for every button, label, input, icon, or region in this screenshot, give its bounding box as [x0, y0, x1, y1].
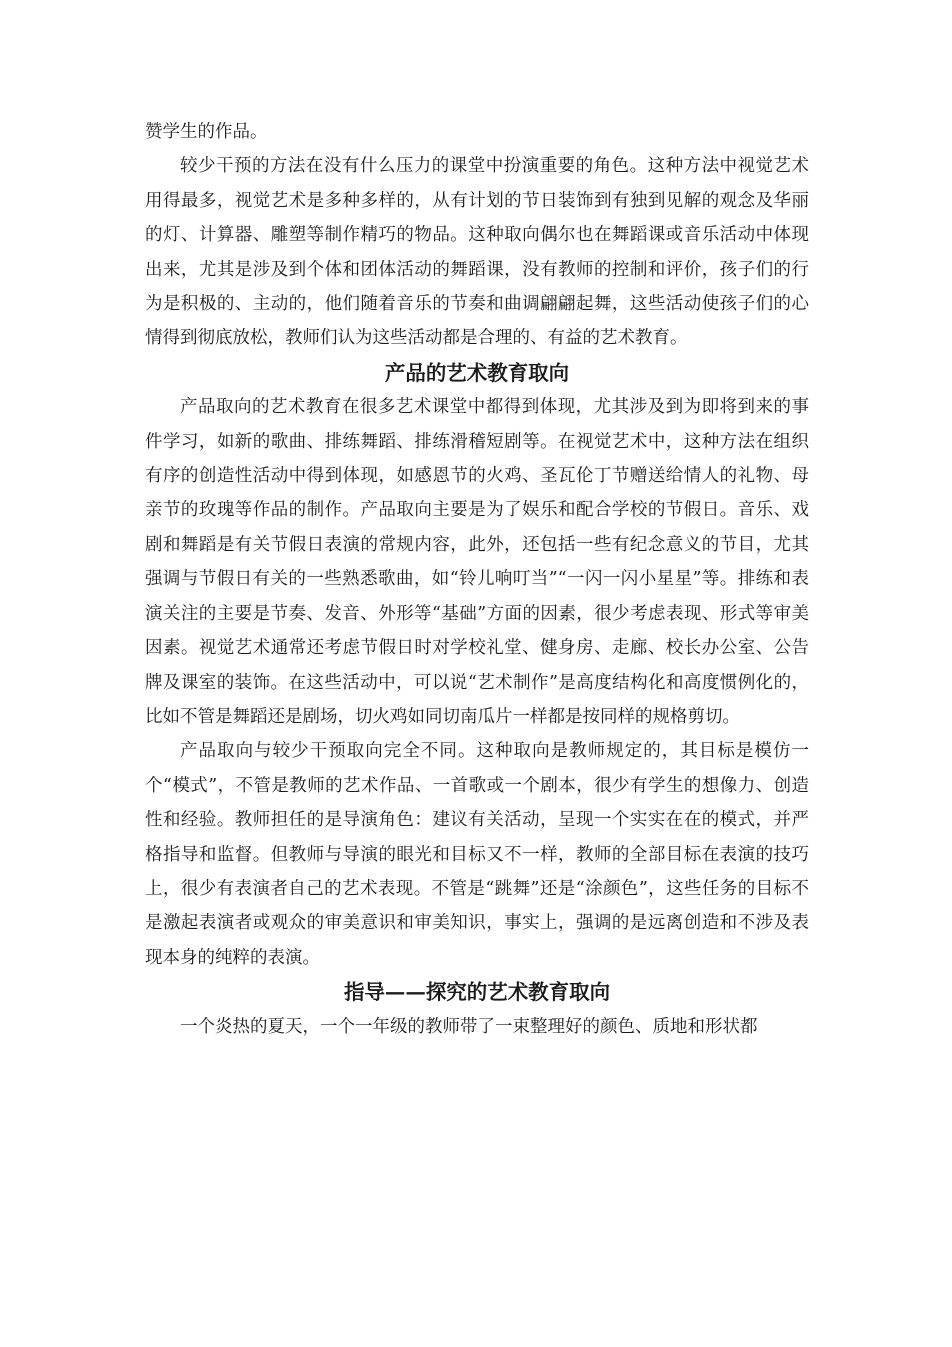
section-heading-guided-inquiry: 指导——探究的艺术教育取向	[343, 980, 611, 1005]
document-body	[145, 115, 809, 1044]
paragraph-product-vs-less-intervention: 产品取向与较少干预取向完全不同。这种取向是教师规定的，其目标是模仿一个“模式”，不管是教师的艺术作品、一首歌或一个剧本，很少有学生的想像力、创造性和经验。教师担任的是导演角色：建议有关活动，呈现一个实实在在的模式，并严格指导和监督。但教师与导演的眼光和目标又不一样，教师的全部目标在表演的技巧上，很少有表演者自己的艺术表现。不管是“跳舞”还是“涂颜色”，这些任务的目标不是激起表演者或观众的审美意识和审美知识，事实上，强调的是远离创造和不涉及表现本身的纯粹的表演。	[145, 741, 809, 968]
paragraph-product-orientation: 产品取向的艺术教育在很多艺术课堂中都得到体现，尤其涉及到为即将到来的事件学习，如新的歌曲、排练舞蹈、排练滑稽短剧等。在视觉艺术中，这种方法在组织有序的创造性活动中得到体现，如感恩节的火鸡、圣瓦伦丁节赠送给情人的礼物、母亲节的玫瑰等作品的制作。产品取向主要是为了娱乐和配合学校的节假日。音乐、戏剧和舞蹈是有关节假日表演的常规内容，此外，还包括一些有纪念意义的节目，尤其强调与节假日有关的一些熟悉歌曲，如“铃儿响叮当”“一闪一闪小星星”等。排练和表演关注的主要是节奏、发音、外形等“基础”方面的因素，很少考虑表现、形式等审美因素。视觉艺术通常还考虑节假日时对学校礼堂、健身房、走廊、校长办公室、公告牌及课室的装饰。在这些活动中，可以说“艺术制作”是高度结构化和高度惯例化的，比如不管是舞蹈还是剧场，切火鸡如同切南瓜片一样都是按同样的规格剪切。	[145, 397, 809, 727]
paragraph-continuation: 赞学生的作品。	[145, 122, 268, 142]
paragraph-less-intervention: 较少干预的方法在没有什么压力的课堂中扮演重要的角色。这种方法中视觉艺术用得最多，视觉艺术是多种多样的，从有计划的节日装饰到有独到见解的观念及华丽的灯、计算器、雕塑等制作精巧的物品。这种取向偶尔也在舞蹈课或音乐活动中体现出来，尤其是涉及到个体和团体活动的舞蹈课，没有教师的控制和评价，孩子们的行为是积极的、主动的，他们随着音乐的节奏和曲调翩翩起舞，这些活动使孩子们的心情得到彻底放松，教师们认为这些活动都是合理的、有益的艺术教育。	[145, 156, 809, 349]
section-heading-product-orientation: 产品的艺术教育取向	[384, 360, 570, 385]
paragraph-guided-inquiry-start: 一个炎热的夏天，一个一年级的教师带了一束整理好的颜色、质地和形状都	[180, 1016, 758, 1037]
